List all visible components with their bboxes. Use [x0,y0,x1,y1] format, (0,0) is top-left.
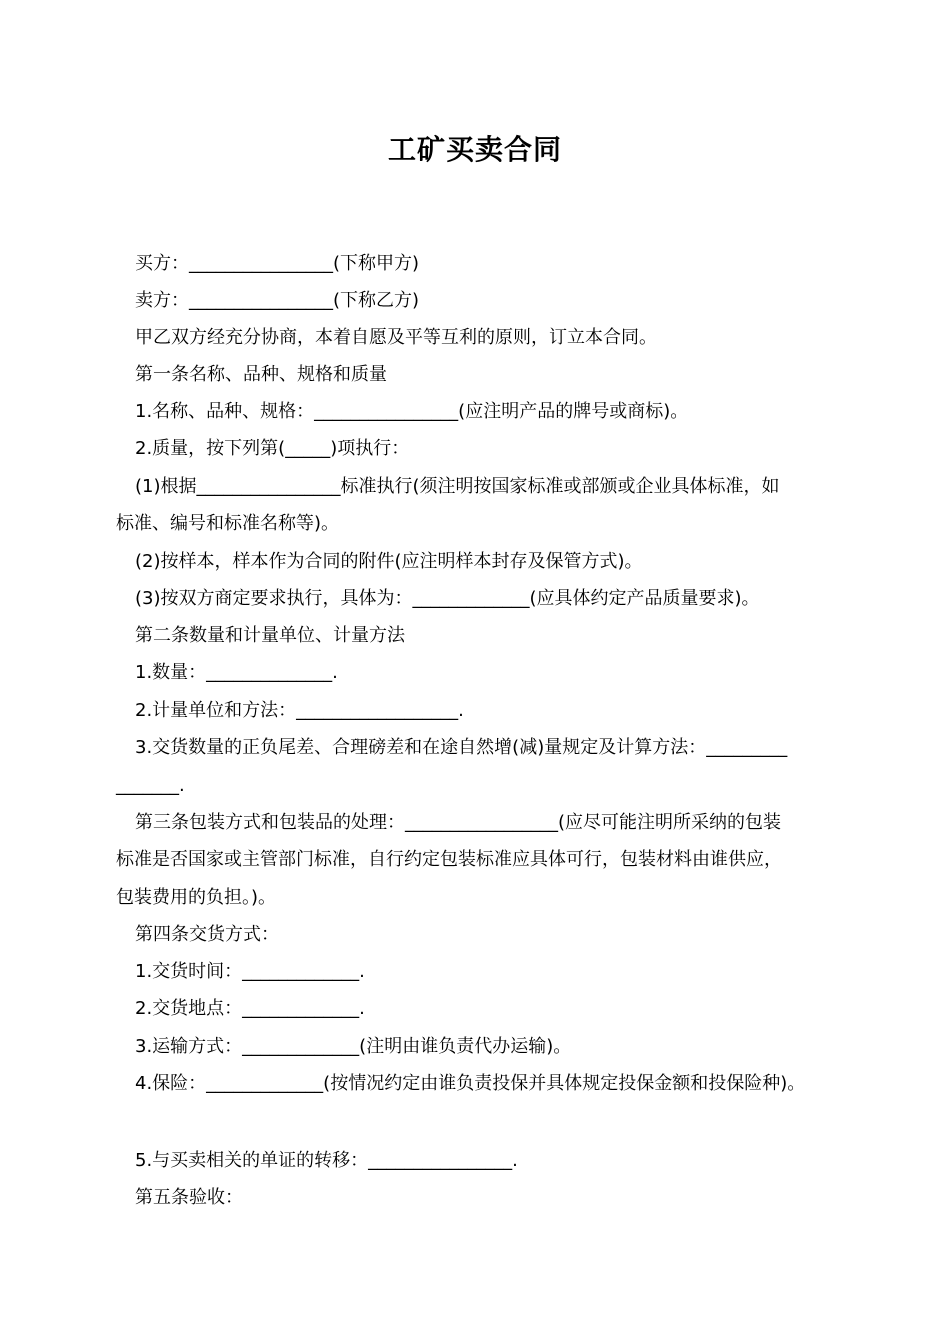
quality-option-2: (2)按样本，样本作为合同的附件(应注明样本封存及保管方式)。 [135,551,643,572]
article-4-item-4: 4.保险：_____________(按情况约定由谁负责投保并具体规定投保金额和投保险种)。 [135,1073,806,1094]
article-3-paragraph: 第三条包装方式和包装品的处理：_________________(应尽可能注明所采纳的包装 [135,812,782,833]
article-4-item-5: 5.与买卖相关的单证的转移：________________. [135,1150,518,1171]
article-5-heading: 第五条验收： [135,1187,243,1208]
seller-line: 卖方：________________(下称乙方) [135,290,420,311]
article-1-item-2: 2.质量，按下列第(_____)项执行： [135,438,410,459]
article-2-item-3: 3.交货数量的正负尾差、合理磅差和在途自然增(减)量规定及计算方法：_________ [135,737,788,758]
article-2-item-2: 2.计量单位和方法：__________________. [135,700,464,721]
document-title: 工矿买卖合同 [387,133,562,166]
article-3-continued-1: 标准是否国家或主管部门标准，自行约定包装标准应具体可行，包装材料由谁供应， [116,849,782,870]
article-1-heading: 第一条名称、品种、规格和质量 [135,364,387,385]
article-4-item-1: 1.交货时间：_____________. [135,961,365,982]
article-2-item-1: 1.数量：______________. [135,662,338,683]
article-4-item-2: 2.交货地点：_____________. [135,998,365,1019]
quality-option-1-continued: 标准、编号和标准名称等)。 [116,513,340,534]
preamble-paragraph: 甲乙双方经充分协商，本着自愿及平等互利的原则，订立本合同。 [135,327,657,348]
article-4-item-3: 3.运输方式：_____________(注明由谁负责代办运输)。 [135,1036,572,1057]
article-1-item-1: 1.名称、品种、规格：________________(应注明产品的牌号或商标)。 [135,401,689,422]
buyer-line: 买方：________________(下称甲方) [135,253,420,274]
article-2-item-3-continued: _______. [116,775,185,796]
quality-option-1: (1)根据________________标准执行(须注明按国家标准或部颁或企业具体标准，如 [135,476,780,497]
article-4-heading: 第四条交货方式： [135,924,279,945]
article-3-continued-2: 包装费用的负担。)。 [116,887,277,908]
quality-option-3: (3)按双方商定要求执行，具体为：_____________(应具体约定产品质量要求)。 [135,588,760,609]
article-2-heading: 第二条数量和计量单位、计量方法 [135,625,405,646]
